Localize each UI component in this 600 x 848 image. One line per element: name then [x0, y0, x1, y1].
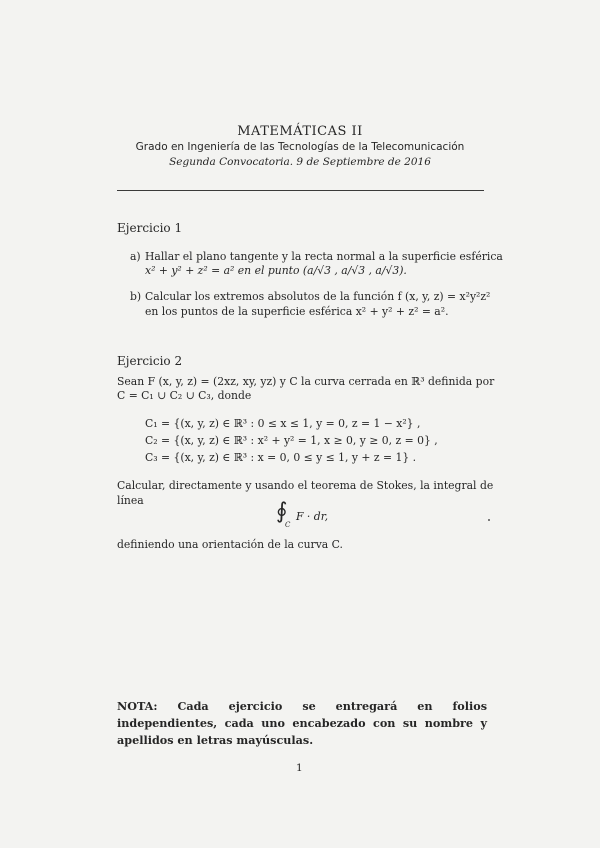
- degree-name: Grado en Ingeniería de las Tecnologías de la Telecomunicación: [135, 141, 465, 153]
- ex2-orientation-line: definiendo una orientación de la curva C.: [117, 538, 343, 551]
- ex1-item-b-label: b): [130, 290, 142, 303]
- ex1-item-a-label: a): [130, 250, 141, 263]
- exercise-2-heading: Ejercicio 2: [117, 354, 183, 368]
- header-divider: [117, 190, 484, 191]
- curve-c1-definition: C₁ = {(x, y, z) ∈ ℝ³ : 0 ≤ x ≤ 1, y = 0, z = 1 − x²} ,: [145, 417, 421, 430]
- ex2-calc-line1: Calcular, directamente y usando el teorema de Stokes, la integral de: [117, 479, 494, 492]
- page-number: 1: [296, 762, 303, 774]
- curve-c2-definition: C₂ = {(x, y, z) ∈ ℝ³ : x² + y² = 1, x ≥ 0, y ≥ 0, z = 0} ,: [145, 434, 438, 447]
- exercise-1-heading: Ejercicio 1: [117, 221, 183, 235]
- line-integral-subscript: C: [285, 521, 291, 529]
- session-date: Segunda Convocatoria. 9 de Septiembre de 2016: [169, 156, 431, 168]
- ex2-intro-line1: Sean F (x, y, z) = (2xz, xy, yz) y C la curva cerrada en ℝ³ definida por: [117, 375, 495, 388]
- exam-note: NOTA: Cada ejercicio se entregará en folios independientes, cada uno encabezado con su nombre y apellidos en letras mayúsculas.: [117, 699, 487, 747]
- ex1-item-b-line1: Calcular los extremos absolutos de la función f (x, y, z) = x²y²z²: [145, 290, 491, 303]
- line-integral-symbol: ∮: [276, 499, 288, 524]
- ex2-calc-line2: línea: [117, 494, 144, 507]
- ex1-item-a-line2: x² + y² + z² = a² en el punto (a/√3 , a/√3 , a/√3).: [145, 264, 407, 277]
- stray-mark: [488, 519, 490, 521]
- exam-title: MATEMÁTICAS II: [237, 124, 363, 139]
- ex1-item-a-line1: Hallar el plano tangente y la recta normal a la superficie esférica: [145, 250, 503, 263]
- line-integral-integrand: F · dr,: [296, 510, 329, 523]
- curve-c3-definition: C₃ = {(x, y, z) ∈ ℝ³ : x = 0, 0 ≤ y ≤ 1, y + z = 1} .: [145, 451, 417, 464]
- ex1-item-b-line2: en los puntos de la superficie esférica x² + y² + z² = a².: [145, 305, 449, 318]
- ex2-intro-line2: C = C₁ ∪ C₂ ∪ C₃, donde: [117, 389, 252, 402]
